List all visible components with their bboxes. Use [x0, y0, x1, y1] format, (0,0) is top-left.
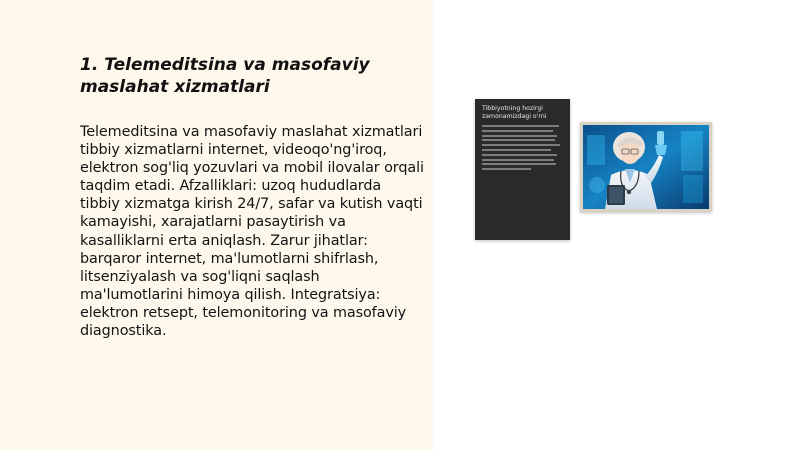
- slide-body-text: Telemeditsina va masofaviy maslahat xizmatlari tibbiy xizmatlarni internet, videoqo'ng'iroq, elektron sog'liq yozuvlari va mobil ilovalar orqali taqdim etadi. Afzalliklari: uzoq hududlarda tibbiy xizmatga kirish 24/7, safar va kutish vaqti kamayishi, xarajatlarni pasaytirish va kasalliklarni erta aniqlash. Zarur jihatlar: barqaror internet, ma'lumotlarni shifrlash, litsenziyalash va sog'liqni saqlash ma'lumotlarini himoya qilish. Integratsiya: elektron retsept, telemonitoring va masofaviy diagnostika.: [80, 124, 424, 340]
- slide-thumbnail-card: [475, 99, 570, 240]
- thumbnail-text-lines: [482, 125, 563, 170]
- slide-title: 1. Telemeditsina va masofaviy maslahat xizmatlari: [80, 55, 370, 97]
- doctor-illustration-frame: [580, 122, 712, 212]
- thumbnail-title: Tibbiyotning hozirgi zamonamizdagi o'rni: [482, 105, 547, 120]
- doctor-illustration-image: [583, 125, 709, 209]
